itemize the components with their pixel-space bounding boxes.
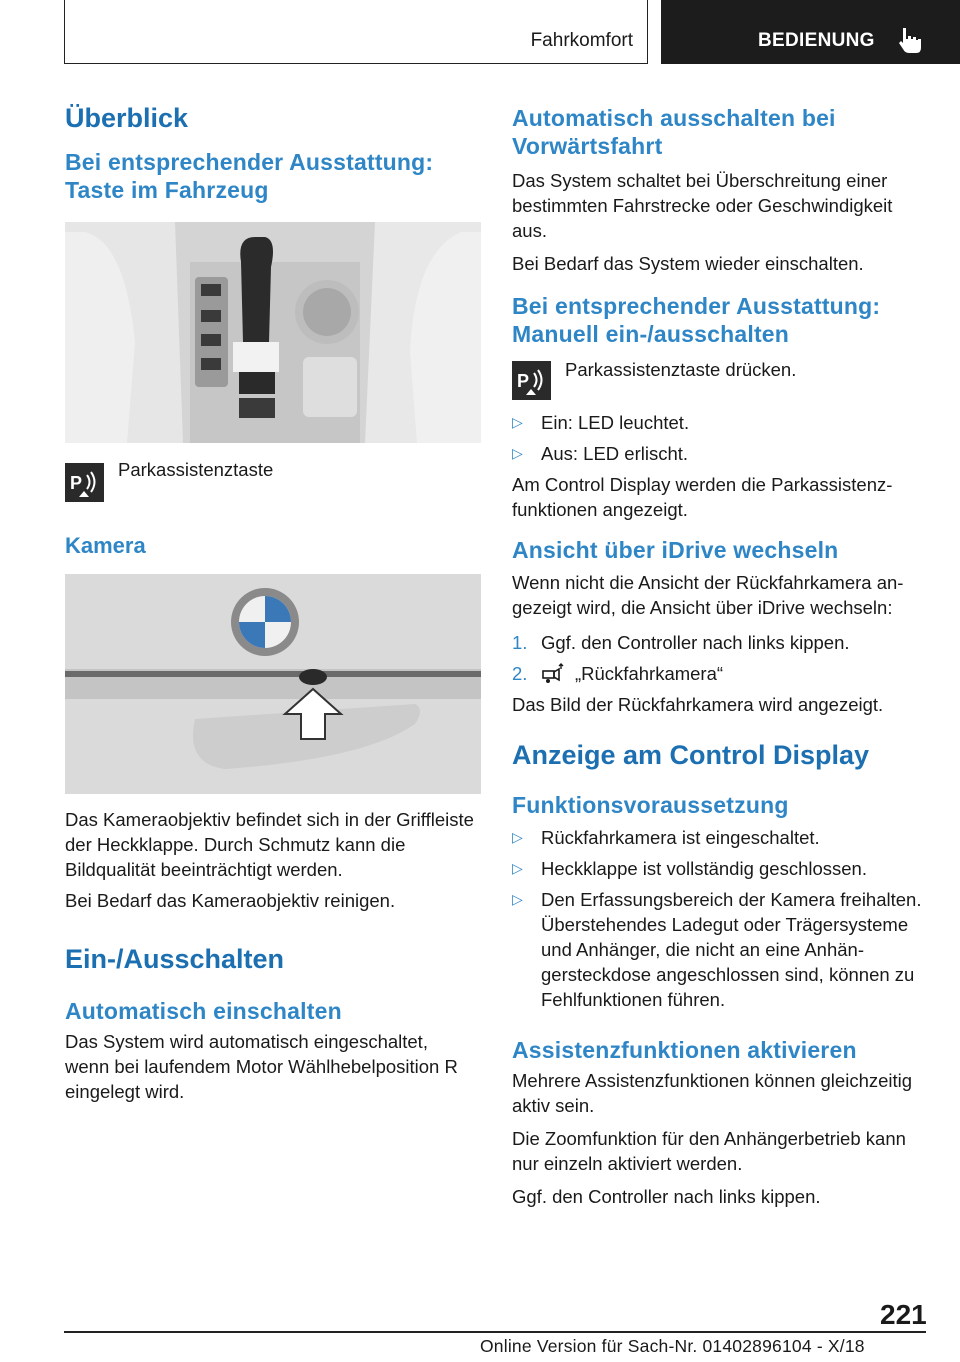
requirement-bullet-3: ▷ Den Erfassungsbereich der Kamera freihalten. Überstehendes Ladegut oder Trägersysteme und Anhänger, die nicht an eine Anhängersteckdose angeschlossen sind, können zu Fehlfunktionen führen.	[512, 889, 922, 1010]
triangle-bullet-icon: ▷	[512, 445, 523, 461]
pointing-hand-icon	[897, 26, 923, 54]
manual-bullet-2: ▷ Aus: LED erlischt.	[512, 443, 689, 464]
park-assist-button-icon	[65, 463, 104, 502]
idrive-step-2: 2. „Rückfahrkamera“	[512, 663, 724, 684]
idrive-step-1: 1. Ggf. den Controller nach links kippen.	[512, 632, 850, 653]
manual-caption: Parkassistenztaste drücken.	[565, 359, 797, 380]
heading-on-off: Ein-/Ausschalten	[65, 944, 285, 974]
auto-on-paragraph: Das System wird automatisch eingeschaltet, wenn bei laufendem Motor Wählhebelposition R eingelegt wird.	[65, 1031, 458, 1102]
page-number: 221	[880, 1299, 927, 1330]
assist-paragraph-3: Ggf. den Controller nach links kippen.	[512, 1186, 821, 1207]
left-column	[65, 96, 485, 1104]
assist-paragraph-2: Die Zoomfunktion für den Anhängerbetrieb kann nur einzeln aktiviert werden.	[512, 1128, 906, 1174]
svg-text:P: P	[517, 371, 530, 391]
header-section-box	[64, 0, 648, 64]
heading-assist-functions: Assistenzfunktionen aktivieren	[512, 1037, 857, 1063]
manual-bullet-list	[512, 410, 932, 466]
header-chapter-title: BEDIENUNG	[758, 30, 875, 51]
manual-bullet-1: ▷ Ein: LED leuchtet.	[512, 412, 690, 433]
requirements-bullet-list	[512, 825, 932, 1012]
photo-center-console	[65, 222, 481, 443]
requirement-bullet-2: ▷ Heckklappe ist vollständig geschlossen.	[512, 858, 867, 879]
button-caption-row	[65, 459, 485, 502]
header-section-title: Fahrkomfort	[530, 30, 633, 51]
park-assist-button-icon	[512, 361, 551, 400]
heading-requirements: Funktionsvoraussetzung	[512, 792, 789, 818]
assist-paragraph-1: Mehrere Assistenzfunktionen können gleichzeitig aktiv sein.	[512, 1070, 913, 1116]
footer-divider	[64, 1331, 926, 1333]
triangle-bullet-icon: ▷	[512, 829, 523, 845]
right-column	[512, 96, 932, 1209]
triangle-bullet-icon: ▷	[512, 891, 523, 907]
heading-control-display: Anzeige am Control Display	[512, 740, 870, 770]
auto-off-paragraph-1: Das System schaltet bei Überschreitung einer bestimmten Fahrstrecke oder Geschwindigkeit aus.	[512, 170, 893, 241]
manual-caption-row	[512, 361, 932, 400]
center-console-illustration	[65, 222, 481, 443]
heading-manual-on-off: Bei entsprechender Ausstattung: Manuell ein-/ausschalten	[512, 293, 881, 347]
triangle-bullet-icon: ▷	[512, 860, 523, 876]
button-caption: Parkassistenztaste	[118, 459, 274, 480]
heading-button-in-vehicle: Bei entsprechender Ausstattung: Taste im Fahrzeug	[65, 149, 434, 203]
idrive-steps-list	[512, 630, 932, 686]
photo-rear-camera	[65, 574, 481, 794]
idrive-paragraph-2: Das Bild der Rückfahrkamera wird angezeigt.	[512, 694, 884, 715]
heading-camera: Kamera	[65, 533, 146, 558]
footer-online-version: Online Version für Sach-Nr. 01402896104 - X/18	[480, 1336, 865, 1356]
rear-camera-menu-icon	[541, 662, 567, 684]
rear-camera-illustration	[65, 574, 481, 794]
triangle-bullet-icon: ▷	[512, 414, 523, 430]
heading-overview: Überblick	[65, 103, 189, 133]
heading-auto-off: Automatisch ausschalten bei Vorwärtsfahrt	[512, 105, 836, 159]
camera-paragraph-2: Bei Bedarf das Kameraobjektiv reinigen.	[65, 890, 396, 911]
heading-auto-on: Automatisch einschalten	[65, 998, 342, 1024]
header-chapter-box	[661, 0, 960, 64]
camera-paragraph-1: Das Kameraobjektiv befindet sich in der Griffleiste der Heckklappe. Durch Schmutz kann die Bildqualität beeinträchtigt werden.	[65, 809, 474, 880]
auto-off-paragraph-2: Bei Bedarf das System wieder einschalten.	[512, 253, 864, 274]
heading-idrive-view: Ansicht über iDrive wechseln	[512, 537, 839, 563]
svg-text:P: P	[70, 473, 83, 493]
idrive-paragraph: Wenn nicht die Ansicht der Rückfahrkamera angezeigt wird, die Ansicht über iDrive wechseln:	[512, 572, 904, 618]
requirement-bullet-1: ▷ Rückfahrkamera ist eingeschaltet.	[512, 827, 820, 848]
manual-paragraph: Am Control Display werden die Parkassistenzfunktionen angezeigt.	[512, 474, 893, 520]
